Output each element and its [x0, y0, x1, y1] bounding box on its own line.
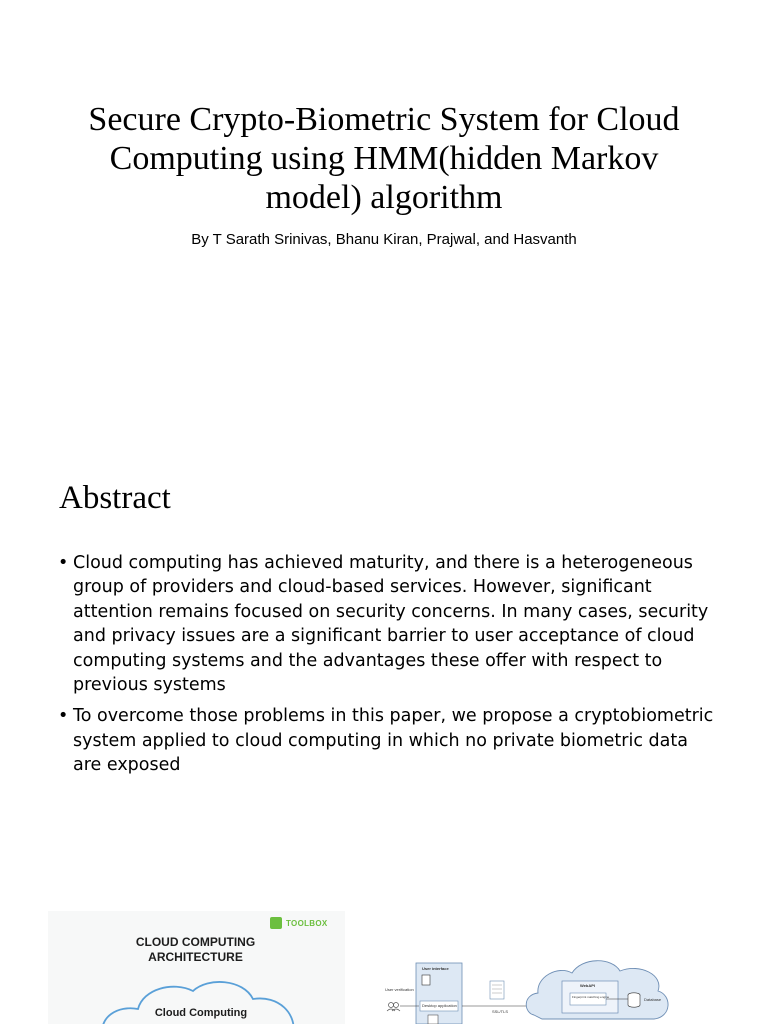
ssl-tls-label: SSL/TLS: [492, 1009, 509, 1014]
user-icon: [387, 1003, 400, 1012]
slide-title: Secure Crypto-Biometric System for Cloud Computing using HMM(hidden Markov model) algorithm: [88, 101, 680, 216]
user-interface-box: [416, 963, 462, 1024]
abstract-point: [58, 551, 718, 697]
webapi-label: WebAPI: [580, 983, 596, 988]
architecture-title: CLOUD COMPUTING ARCHITECTURE: [135, 935, 256, 964]
user-interface-label: User interface: [422, 966, 449, 971]
data-packet-icon: [490, 981, 504, 999]
toolbox-logo: [270, 915, 328, 931]
matching-engine-label: Fingerprint matching engine: [572, 995, 610, 999]
slide-authors: By T Sarath Srinivas, Bhanu Kiran, Prajwal, and Hasvanth: [191, 231, 577, 248]
monitor-icon: [422, 975, 430, 985]
bullet-icon: •: [58, 706, 69, 727]
abstract-point: [58, 704, 718, 777]
abstract-list: [58, 551, 718, 785]
system-architecture-figure: [382, 955, 672, 1024]
abstract-point-text: To overcome those problems in this paper, we propose a cryptobiometric system applied to cloud computing in which no private biometric data are exposed: [73, 706, 714, 776]
cloud-architecture-figure: [48, 911, 345, 1024]
toolbox-cube-icon: [270, 917, 282, 929]
bullet-icon: •: [58, 553, 69, 573]
abstract-point-text: Cloud computing has achieved maturity, and there is a heterogeneous group of providers and cloud-based services. However, significant attention remains focused on security concerns. In many cases, security and privacy issues are a significant barrier to user acceptance of cloud computing systems and the advantages these offer with respect to previous systems: [73, 553, 709, 696]
user-verification-label: User verification: [385, 987, 414, 992]
database-label: Database: [644, 997, 662, 1002]
desktop-application-label: Desktop application: [422, 1003, 457, 1008]
toolbox-logo-text: TOOLBOX: [286, 918, 328, 928]
cloud-computing-label: Cloud Computing: [154, 1007, 248, 1019]
abstract-heading: Abstract: [59, 480, 171, 516]
